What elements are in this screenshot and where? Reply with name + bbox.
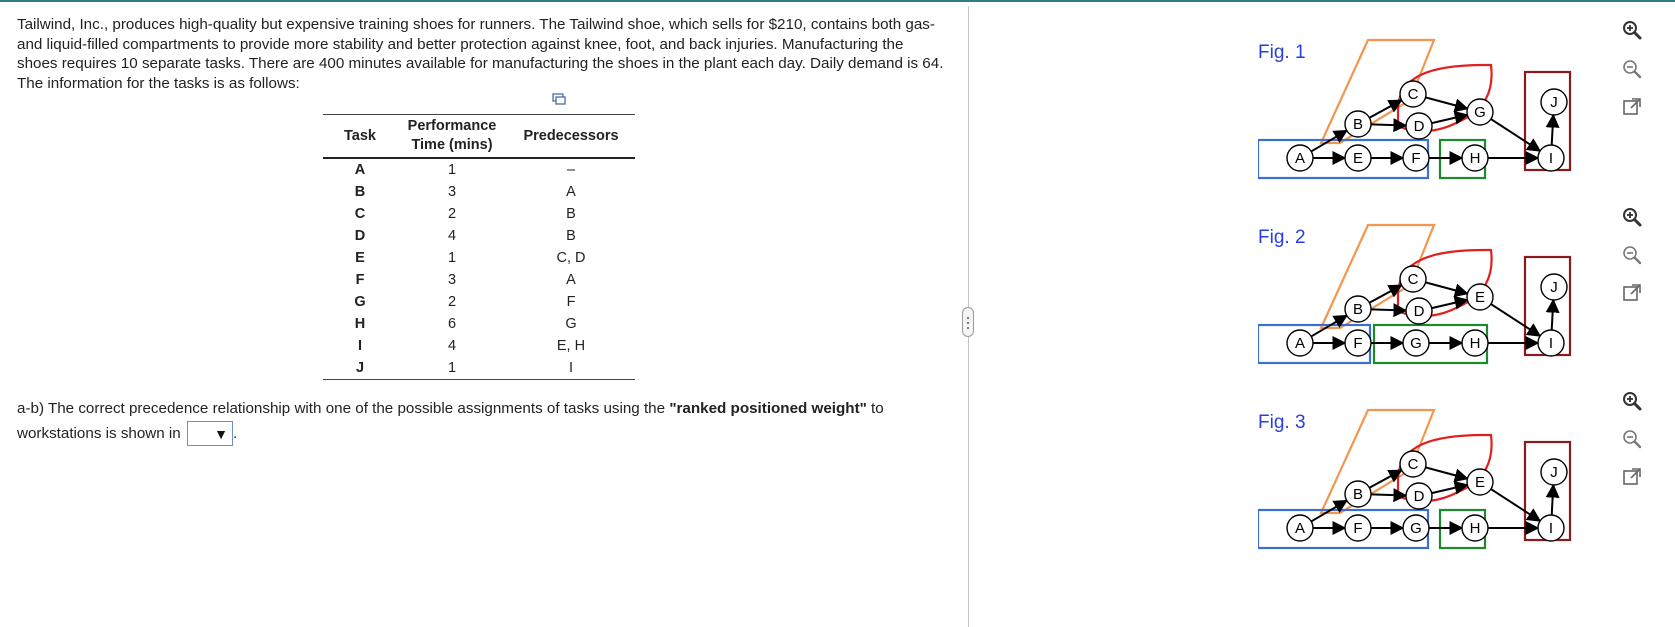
question-suffix: to workstations is shown in [17, 400, 884, 442]
cell-time: 6 [447, 316, 457, 332]
zoom-out-icon[interactable] [1621, 428, 1643, 450]
edge-B-D [1371, 124, 1406, 125]
table-row [323, 313, 635, 335]
edge-B-D [1371, 309, 1406, 310]
node-I [1538, 515, 1564, 541]
node-label: E [1474, 474, 1486, 491]
cell-task: D [354, 228, 366, 244]
node-I [1538, 330, 1564, 356]
question-end: . [233, 425, 238, 442]
cell-time: 4 [447, 338, 457, 354]
cell-pred: F [566, 294, 576, 310]
open-external-icon[interactable] [1621, 282, 1643, 304]
cell-time: 1 [447, 250, 457, 266]
cell-pred: A [566, 272, 576, 288]
node-label: G [1410, 335, 1422, 352]
node-label: B [1352, 486, 1364, 503]
edge-C-E [1426, 282, 1468, 293]
node-label: J [1550, 94, 1558, 111]
table-header-row [323, 115, 635, 159]
node-E [1467, 469, 1493, 495]
cell-time: 4 [447, 228, 457, 244]
cell-pred: E, H [556, 338, 586, 354]
node-A [1287, 330, 1313, 356]
node-label: G [1410, 520, 1422, 537]
header-time-line2: Time (mins) [411, 137, 493, 153]
copy-table-icon[interactable] [552, 93, 566, 105]
node-label: I [1548, 150, 1554, 167]
node-D [1406, 483, 1432, 509]
node-label: G [1474, 104, 1486, 121]
header-performance-time [397, 115, 507, 159]
open-external-icon[interactable] [1621, 96, 1643, 118]
node-C [1400, 451, 1426, 477]
edge-C-E [1426, 467, 1468, 478]
node-label: F [1411, 150, 1421, 167]
node-label: E [1474, 289, 1486, 306]
header-predecessors: Predecessors [507, 115, 635, 159]
zoom-out-icon[interactable] [1621, 58, 1643, 80]
node-G [1467, 99, 1493, 125]
answer-dropdown[interactable] [187, 421, 233, 446]
node-label: F [1353, 520, 1363, 537]
cell-time: 1 [447, 162, 457, 178]
node-label: C [1407, 456, 1419, 473]
node-label: J [1550, 279, 1558, 296]
question-text [17, 396, 957, 446]
figure-3 [1258, 400, 1598, 560]
node-label: E [1352, 150, 1364, 167]
node-label: C [1407, 271, 1419, 288]
node-A [1287, 145, 1313, 171]
cell-task: A [354, 162, 366, 178]
edge-C-G [1426, 97, 1468, 108]
node-label: F [1353, 335, 1363, 352]
node-F [1345, 515, 1371, 541]
node-label: I [1548, 335, 1554, 352]
node-H [1462, 515, 1488, 541]
zoom-in-icon[interactable] [1621, 19, 1643, 41]
node-label: A [1294, 520, 1306, 537]
node-B [1345, 296, 1371, 322]
table-row [323, 357, 635, 380]
edge-E-I [1491, 304, 1540, 336]
cell-pred: B [566, 228, 576, 244]
node-label: D [1413, 303, 1425, 320]
table-row [323, 335, 635, 357]
zoom-in-icon[interactable] [1621, 390, 1643, 412]
node-E [1467, 284, 1493, 310]
node-label: B [1352, 301, 1364, 318]
table-row [323, 203, 635, 225]
question-bold-term: "ranked positioned weight" [669, 400, 867, 417]
node-G [1403, 515, 1429, 541]
cell-time: 1 [397, 357, 507, 380]
node-B [1345, 481, 1371, 507]
edge-I-J [1552, 300, 1554, 330]
table-row [323, 181, 635, 203]
node-label: J [1550, 464, 1558, 481]
cell-pred: I [507, 357, 635, 380]
question-prefix: a-b) The correct precedence relationship with one of the possible assignments of tasks using the [17, 400, 670, 417]
node-label: D [1413, 118, 1425, 135]
open-external-icon[interactable] [1621, 466, 1643, 488]
cell-task: F [355, 272, 365, 288]
zoom-in-icon[interactable] [1621, 206, 1643, 228]
cell-time: 3 [447, 272, 457, 288]
cell-pred: G [565, 316, 577, 332]
dropdown-arrow-icon: ▼ [214, 426, 228, 443]
pane-splitter-handle[interactable] [962, 307, 974, 337]
cell-time: 2 [447, 294, 457, 310]
cell-time: 3 [447, 184, 457, 200]
node-J [1541, 274, 1567, 300]
node-D [1406, 113, 1432, 139]
header-task: Task [323, 115, 397, 159]
node-D [1406, 298, 1432, 324]
node-J [1541, 89, 1567, 115]
task-table [323, 114, 635, 380]
edge-G-I [1491, 119, 1540, 151]
edge-B-D [1371, 494, 1406, 495]
node-label: C [1407, 86, 1419, 103]
cell-task: J [323, 357, 397, 380]
node-label: A [1294, 150, 1306, 167]
cell-pred: B [566, 206, 576, 222]
figure-1 [1258, 30, 1598, 190]
node-A [1287, 515, 1313, 541]
cell-task: E [355, 250, 365, 266]
node-label: H [1469, 520, 1481, 537]
node-label: H [1469, 335, 1481, 352]
cell-task: G [354, 294, 366, 310]
node-J [1541, 459, 1567, 485]
figure-label: Fig. 3 [1258, 412, 1306, 433]
node-C [1400, 81, 1426, 107]
cell-pred: A [566, 184, 576, 200]
cell-task: I [357, 338, 363, 354]
zoom-out-icon[interactable] [1621, 244, 1643, 266]
figure-label: Fig. 1 [1258, 42, 1306, 63]
node-B [1345, 111, 1371, 137]
node-label: D [1413, 488, 1425, 505]
node-F [1403, 145, 1429, 171]
node-E [1345, 145, 1371, 171]
node-H [1462, 330, 1488, 356]
edge-I-J [1552, 485, 1554, 515]
node-I [1538, 145, 1564, 171]
table-row [323, 158, 635, 181]
cell-task: C [354, 206, 366, 222]
table-row [323, 269, 635, 291]
node-label: A [1294, 335, 1306, 352]
table-row [323, 247, 635, 269]
figure-label: Fig. 2 [1258, 227, 1306, 248]
node-C [1400, 266, 1426, 292]
node-F [1345, 330, 1371, 356]
cell-pred: – [566, 162, 576, 178]
table-row [323, 291, 635, 313]
node-G [1403, 330, 1429, 356]
cell-pred: C, D [556, 250, 586, 266]
node-label: I [1548, 520, 1554, 537]
figure-2 [1258, 215, 1598, 375]
table-row [323, 225, 635, 247]
node-label: H [1469, 150, 1481, 167]
cell-task: H [354, 316, 366, 332]
header-time-line1: Performance [407, 118, 497, 134]
cell-time: 2 [447, 206, 457, 222]
edge-E-I [1491, 489, 1540, 521]
cell-task: B [354, 184, 366, 200]
edge-I-J [1552, 115, 1554, 145]
node-H [1462, 145, 1488, 171]
node-label: B [1352, 116, 1364, 133]
problem-statement: Tailwind, Inc., produces high-quality but expensive training shoes for runners. The Tailwind shoe, which sells for $210, contains both gas- and liquid-filled compartments to provide more stability and better protection against knee, foot, and back injuries. Manufacturing the shoes requires 10 separate tasks. There are 400 minutes available for manufacturing the shoes in the plant each day. Daily demand is 64. The information for the tasks is as follows: [17, 16, 944, 92]
